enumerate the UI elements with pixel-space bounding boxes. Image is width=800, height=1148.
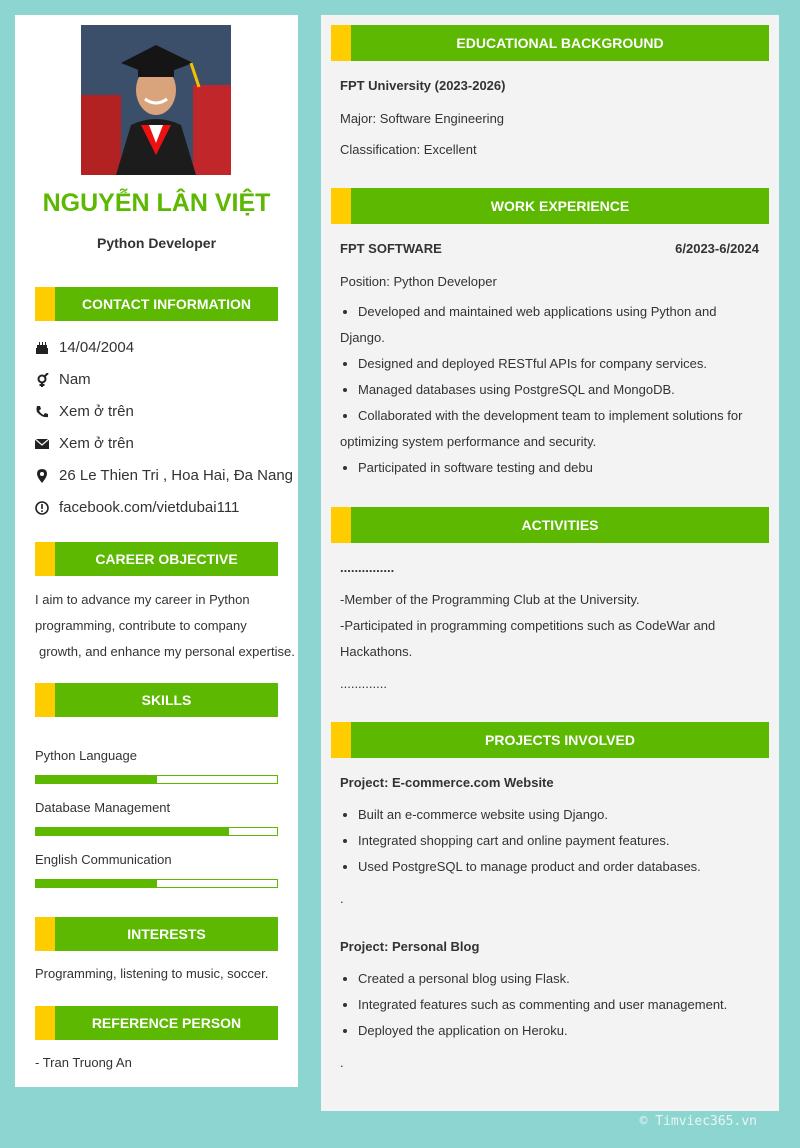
project-bullets: Built an e-commerce website using Django. Integrated shopping cart and online payment features. Used PostgreSQL to manage product and order databases. .	[340, 802, 760, 912]
company-name: FPT SOFTWARE	[340, 241, 442, 256]
project-bullets: Created a personal blog using Flask. Integrated features such as commenting and user management. Deployed the application on Heroku. .	[340, 966, 760, 1076]
list-item: Designed and deployed RESTful APIs for company services.	[340, 351, 760, 377]
contact-header: CONTACT INFORMATION	[35, 287, 278, 321]
list-item: Collaborated with the development team to implement solutions for	[340, 403, 760, 429]
contact-email	[35, 435, 295, 452]
email-icon	[35, 437, 49, 451]
classification-text: Classification: Excellent	[340, 142, 477, 157]
list-item: Django.	[340, 330, 385, 345]
profile-photo	[81, 25, 231, 175]
skill-bar	[35, 827, 278, 836]
skills-header: SKILLS	[35, 683, 278, 717]
list-item: -Member of the Programming Club at the University.	[340, 592, 640, 607]
project-title: Project: E-commerce.com Website	[340, 775, 554, 790]
activities-list: ............... -Member of the Programming Club at the University. -Participated in programming competitions such as CodeWar and Hackathons. .............	[340, 555, 760, 697]
candidate-name: NGUYỄN LÂN VIỆT	[42, 189, 271, 217]
gender-text: Nam	[59, 371, 91, 388]
list-item: Integrated shopping cart and online payment features.	[340, 828, 760, 854]
project-title: Project: Personal Blog	[340, 939, 480, 954]
list-item: Integrated features such as commenting and user management.	[340, 992, 760, 1018]
phone-icon	[35, 405, 49, 419]
work-header: WORK EXPERIENCE	[331, 188, 769, 224]
skill-label: English Communication	[35, 852, 172, 867]
skill-bar	[35, 879, 278, 888]
education-header: EDUCATIONAL BACKGROUND	[331, 25, 769, 61]
candidate-role: Python Developer	[96, 235, 217, 251]
list-item: optimizing system performance and security.	[340, 434, 597, 449]
phone-text[interactable]: Xem ở trên	[59, 403, 134, 420]
list-item: Managed databases using PostgreSQL and MongoDB.	[340, 377, 760, 403]
footer-credit: © Timviec365.vn	[639, 1114, 757, 1129]
career-header: CAREER OBJECTIVE	[35, 542, 278, 576]
cake-icon	[35, 341, 49, 355]
list-item: Deployed the application on Heroku.	[340, 1018, 760, 1044]
list-item: Built an e-commerce website using Django.	[340, 802, 760, 828]
email-text[interactable]: Xem ở trên	[59, 435, 134, 452]
location-icon	[35, 469, 49, 483]
address-text: 26 Le Thien Tri , Hoa Hai, Đa Nang	[59, 467, 294, 484]
projects-header: PROJECTS INVOLVED	[331, 722, 769, 758]
left-column	[15, 15, 298, 1087]
skill-label: Python Language	[35, 748, 137, 763]
list-item: Participated in software testing and debu	[340, 455, 760, 481]
list-item: Created a personal blog using Flask.	[340, 966, 760, 992]
contact-gender	[35, 371, 295, 388]
facebook-link[interactable]: facebook.com/vietdubai111	[59, 499, 240, 516]
career-objective-text: I aim to advance my career in Python programming, contribute to company growth, and enhance my personal expertise.	[35, 592, 295, 659]
skill-label: Database Management	[35, 800, 171, 815]
interests-text: Programming, listening to music, soccer.	[35, 966, 269, 981]
work-duties-list	[340, 299, 760, 481]
contact-birthday	[35, 339, 295, 356]
activities-header: ACTIVITIES	[331, 507, 769, 543]
reference-header: REFERENCE PERSON	[35, 1006, 278, 1040]
work-position: Position: Python Developer	[340, 274, 497, 289]
reference-text: - Tran Truong An	[35, 1055, 132, 1070]
list-item: Hackathons.	[340, 644, 413, 659]
school-name: FPT University (2023-2026)	[340, 78, 506, 93]
major-text: Major: Software Engineering	[340, 111, 505, 126]
contact-address	[35, 467, 295, 484]
contact-phone	[35, 403, 295, 420]
work-period: 6/2023-6/2024	[675, 241, 759, 256]
info-icon	[35, 501, 49, 515]
right-column	[321, 15, 779, 1111]
list-item: Developed and maintained web applications using Python and	[340, 299, 760, 325]
skill-bar	[35, 775, 278, 784]
gender-icon	[35, 373, 49, 387]
list-item: -Participated in programming competitions such as CodeWar and	[340, 618, 716, 633]
contact-facebook	[35, 499, 295, 516]
interests-header: INTERESTS	[35, 917, 278, 951]
list-item: Used PostgreSQL to manage product and order databases.	[340, 854, 760, 880]
birthday-text: 14/04/2004	[59, 339, 135, 356]
